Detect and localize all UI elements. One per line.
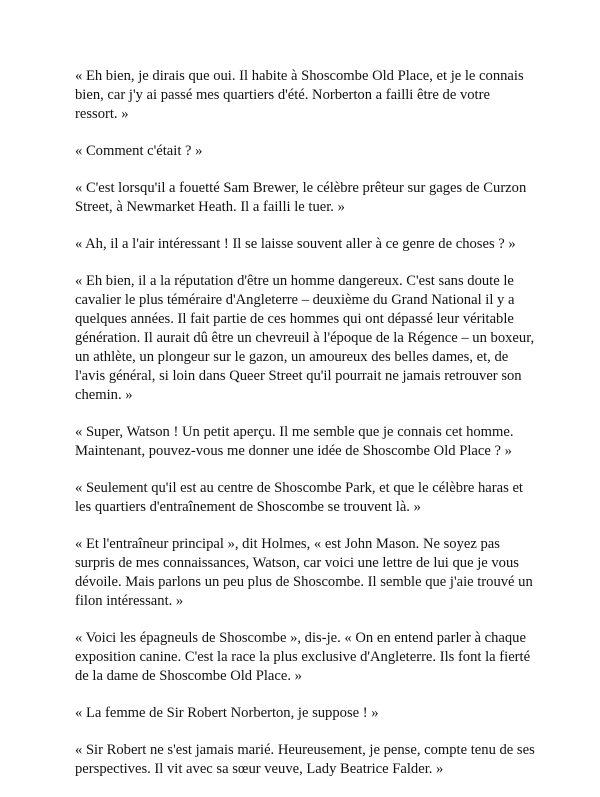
paragraph-9: « Voici les épagneuls de Shoscombe », dis-je. « On en entend parler à chaque exposition canine. C'est la race la plus exclusive d'Angleterre. Ils font la fierté de la dame de Shoscombe Old Place. » bbox=[75, 630, 531, 684]
paragraph-5: « Eh bien, il a la réputation d'être un homme dangereux. C'est sans doute le cavalier le plus téméraire d'Angleterre – deuxième du Grand National il y a quelques années. Il fait partie de ces hommes qui ont dépassé leur véritable génération. Il aurait dû être un chevreuil à l'époque de la Régence – un boxeur, un athlète, un plongeur sur le gazon, un amoureux des belles dames, et, de l'avis général, si loin dans Queer Street qu'il pourrait ne jamais retrouver son chemin. » bbox=[75, 273, 535, 403]
paragraph-7: « Seulement qu'il est au centre de Shoscombe Park, et que le célèbre haras et les quartiers d'entraînement de Shoscombe se trouvent là. » bbox=[75, 480, 523, 515]
paragraph-6: « Super, Watson ! Un petit aperçu. Il me semble que je connais cet homme. Maintenant, pouvez-vous me donner une idée de Shoscombe Old Place ? » bbox=[75, 424, 514, 459]
document-body bbox=[75, 67, 535, 797]
paragraph-4: « Ah, il a l'air intéressant ! Il se laisse souvent aller à ce genre de choses ? » bbox=[75, 236, 516, 252]
paragraph-2: « Comment c'était ? » bbox=[75, 143, 203, 159]
paragraph-8: « Et l'entraîneur principal », dit Holmes, « est John Mason. Ne soyez pas surpris de mes connaissances, Watson, car voici une lettre de lui que je vous dévoile. Mais parlons un peu plus de Shoscombe. Il semble que j'aie trouvé un filon intéressant. » bbox=[75, 536, 533, 609]
paragraph-3: « C'est lorsqu'il a fouetté Sam Brewer, le célèbre prêteur sur gages de Curzon Street, à Newmarket Heath. Il a failli le tuer. » bbox=[75, 180, 527, 215]
paragraph-10: « La femme de Sir Robert Norberton, je suppose ! » bbox=[75, 705, 379, 721]
paragraph-1: « Eh bien, je dirais que oui. Il habite à Shoscombe Old Place, et je le connais bien, car j'y ai passé mes quartiers d'été. Norberton a failli être de votre ressort. » bbox=[75, 68, 524, 122]
paragraph-11: « Sir Robert ne s'est jamais marié. Heureusement, je pense, compte tenu de ses perspectives. Il vit avec sa sœur veuve, Lady Beatrice Falder. » bbox=[75, 742, 535, 777]
